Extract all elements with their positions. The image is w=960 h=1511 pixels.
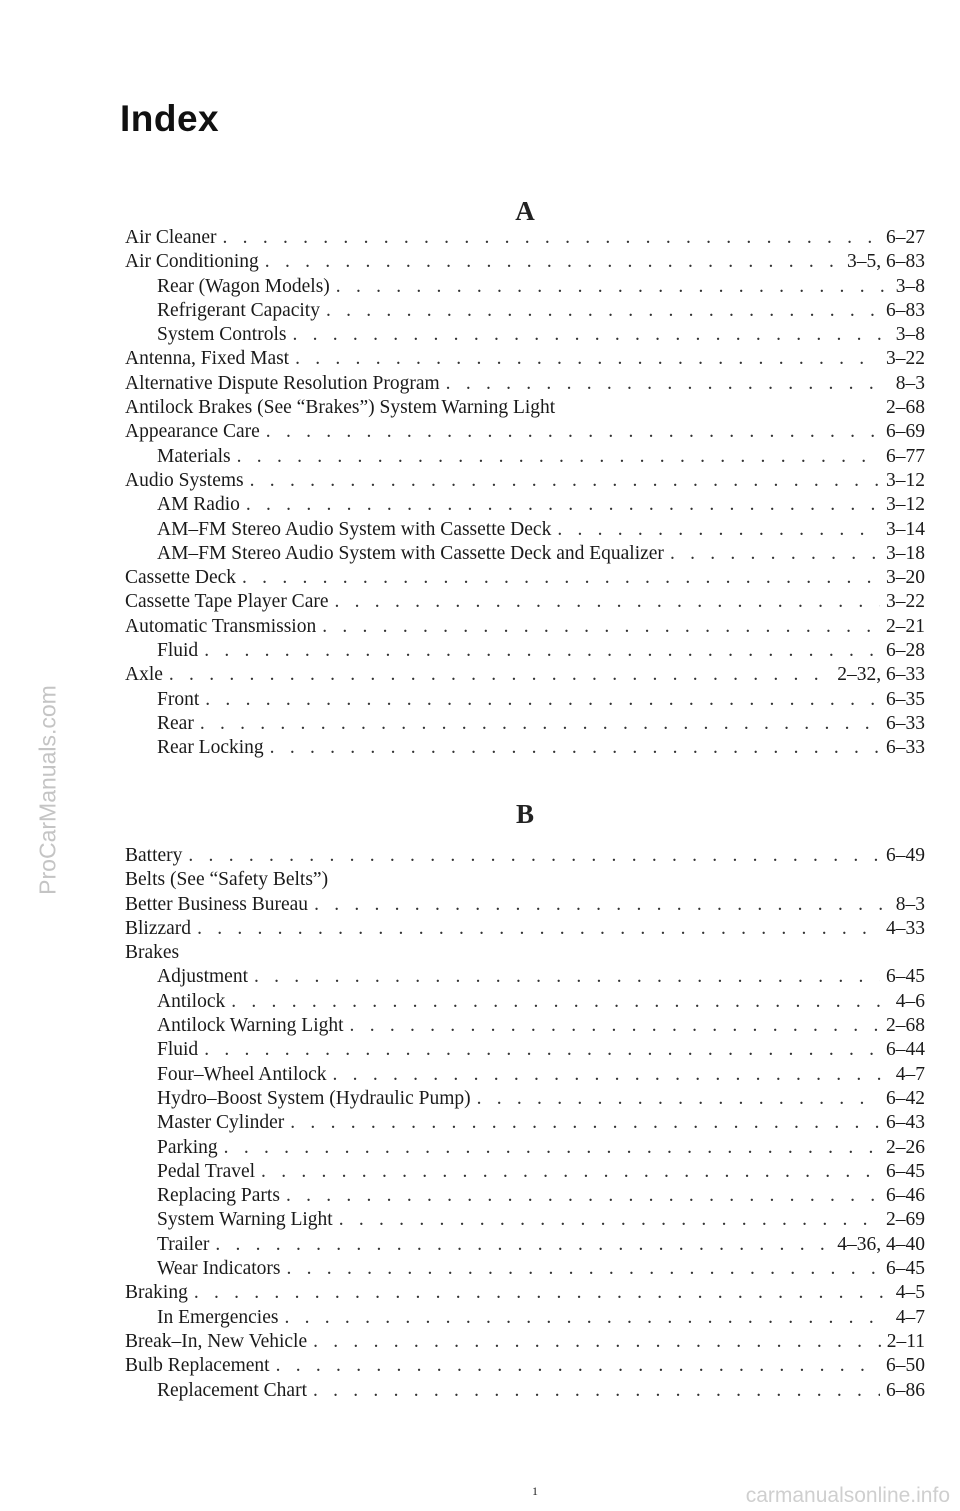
index-entry-label: Break–In, New Vehicle bbox=[125, 1330, 308, 1352]
index-section-b bbox=[125, 844, 925, 1403]
index-entry-label: Air Conditioning bbox=[125, 251, 259, 273]
index-entry-page: 6–35 bbox=[886, 688, 925, 710]
index-entry-page: 6–43 bbox=[886, 1112, 925, 1134]
index-entry-page: 8–3 bbox=[895, 372, 925, 394]
index-entry-page: 4–5 bbox=[895, 1282, 925, 1304]
dot-leader bbox=[250, 469, 880, 493]
index-entry-page: 6–77 bbox=[886, 445, 925, 467]
section-letter-b: B bbox=[515, 799, 534, 829]
dot-leader bbox=[290, 1111, 880, 1135]
index-entry-page: 3–5, 6–83 bbox=[847, 251, 925, 273]
dot-leader bbox=[287, 1257, 881, 1281]
index-entry-page: 3–20 bbox=[886, 567, 925, 589]
index-entry-label: Audio Systems bbox=[125, 469, 244, 491]
index-entry bbox=[125, 518, 925, 542]
index-entry bbox=[125, 688, 925, 712]
index-entry-page: 6–83 bbox=[886, 299, 925, 321]
index-entry bbox=[125, 372, 925, 396]
index-entry-label: Trailer bbox=[157, 1233, 210, 1255]
index-entry-label: Materials bbox=[157, 445, 231, 467]
index-entry-page: 6–45 bbox=[886, 1160, 925, 1182]
index-entry-label: Appearance Care bbox=[125, 421, 260, 443]
dot-leader bbox=[314, 893, 890, 917]
index-entry-label: Pedal Travel bbox=[157, 1160, 256, 1182]
dot-leader bbox=[335, 590, 881, 614]
index-entry-label: Rear Locking bbox=[157, 737, 264, 759]
dot-leader bbox=[224, 1136, 880, 1160]
index-entry bbox=[125, 226, 925, 250]
dot-leader bbox=[336, 275, 890, 299]
index-entry-page: 4–33 bbox=[886, 917, 925, 939]
index-entry-label: Replacing Parts bbox=[157, 1185, 280, 1207]
index-entry-page: 3–8 bbox=[895, 324, 925, 346]
index-entry-page: 6–28 bbox=[886, 640, 925, 662]
index-entry-page: 6–45 bbox=[886, 1258, 925, 1280]
index-entry-label: Front bbox=[157, 688, 200, 710]
index-entry bbox=[125, 990, 925, 1014]
index-entry-label: Refrigerant Capacity bbox=[157, 299, 320, 321]
page-title: Index bbox=[120, 98, 220, 139]
index-entry bbox=[125, 941, 925, 965]
dot-leader bbox=[446, 372, 890, 396]
index-entry-page: 2–21 bbox=[886, 615, 925, 637]
index-entry bbox=[125, 1379, 925, 1403]
index-entry-label: Fluid bbox=[157, 1039, 199, 1061]
bottom-watermark: carmanualsonline.info bbox=[745, 1484, 950, 1507]
index-entry bbox=[125, 712, 925, 736]
index-entry-label: Blizzard bbox=[125, 917, 192, 939]
index-entry-page: 6–46 bbox=[886, 1185, 925, 1207]
index-entry-label: Axle bbox=[125, 664, 163, 686]
dot-leader bbox=[231, 990, 890, 1014]
index-entry-page: 2–69 bbox=[886, 1209, 925, 1231]
index-entry-label: Air Cleaner bbox=[125, 227, 217, 248]
index-entry-label: Antilock bbox=[157, 990, 226, 1012]
dot-leader bbox=[254, 965, 880, 989]
index-entry-label: Fluid bbox=[157, 640, 199, 662]
index-entry bbox=[125, 420, 925, 444]
dot-leader bbox=[350, 1014, 880, 1038]
index-entry-page: 2–32, 6–33 bbox=[837, 664, 925, 686]
index-entry-page: 6–33 bbox=[886, 712, 925, 734]
dot-leader bbox=[276, 1354, 880, 1378]
index-entry-page: 6–27 bbox=[886, 227, 925, 248]
index-entry-page: 4–7 bbox=[895, 1063, 925, 1085]
index-entry-label: AM–FM Stereo Audio System with Cassette Deck bbox=[157, 518, 552, 540]
dot-leader bbox=[194, 1281, 890, 1305]
index-entry bbox=[125, 1208, 925, 1232]
index-entry bbox=[125, 1257, 925, 1281]
index-entry-page: 8–3 bbox=[895, 893, 925, 915]
index-entry-label: Battery bbox=[125, 845, 183, 866]
index-entry-label: Braking bbox=[125, 1282, 188, 1304]
index-entry bbox=[125, 639, 925, 663]
index-entry-label: Belts (See “Safety Belts”) bbox=[125, 869, 329, 891]
index-entry-page: 6–45 bbox=[886, 966, 925, 988]
index-entry bbox=[125, 566, 925, 590]
index-entry-label: Rear (Wagon Models) bbox=[157, 275, 330, 297]
index-entry-label: Wear Indicators bbox=[157, 1258, 281, 1280]
dot-leader bbox=[270, 736, 880, 760]
index-entry bbox=[125, 615, 925, 639]
index-entry bbox=[125, 1281, 925, 1305]
index-entry-page: 3–22 bbox=[886, 348, 925, 370]
index-entry-label: AM–FM Stereo Audio System with Cassette Deck and Equalizer bbox=[157, 542, 664, 564]
index-entry bbox=[125, 347, 925, 371]
index-entry-page: 6–86 bbox=[886, 1379, 925, 1401]
dot-leader bbox=[477, 1087, 880, 1111]
index-entry-label: In Emergencies bbox=[157, 1306, 279, 1328]
index-entry-page: 4–6 bbox=[895, 990, 925, 1012]
dot-leader bbox=[169, 663, 831, 687]
dot-leader bbox=[205, 688, 880, 712]
dot-leader bbox=[204, 639, 880, 663]
index-entry-label: System Controls bbox=[157, 324, 287, 346]
index-entry-page: 3–22 bbox=[886, 591, 925, 613]
index-entry-page: 6–44 bbox=[886, 1039, 925, 1061]
index-entry bbox=[125, 542, 925, 566]
index-entry-label: Antilock Brakes (See “Brakes”) System Warning Light bbox=[125, 397, 556, 419]
index-entry-label: Automatic Transmission bbox=[125, 615, 317, 637]
dot-leader bbox=[246, 493, 880, 517]
dot-leader bbox=[557, 518, 880, 542]
dot-leader bbox=[322, 615, 880, 639]
index-entry bbox=[125, 445, 925, 469]
dot-leader bbox=[313, 1330, 881, 1354]
index-entry-label: Antenna, Fixed Mast bbox=[125, 348, 290, 370]
dot-leader bbox=[200, 712, 880, 736]
dot-leader bbox=[237, 445, 880, 469]
index-entry bbox=[125, 1063, 925, 1087]
dot-leader bbox=[313, 1379, 880, 1403]
index-entry-page: 6–49 bbox=[886, 845, 925, 866]
side-watermark: ProCarManuals.com bbox=[34, 685, 61, 895]
index-entry bbox=[125, 736, 925, 760]
index-entry bbox=[125, 1330, 925, 1354]
dot-leader bbox=[670, 542, 880, 566]
dot-leader bbox=[295, 347, 880, 371]
index-entry-page: 6–33 bbox=[886, 737, 925, 759]
index-entry bbox=[125, 1233, 925, 1257]
index-entry-label: Cassette Deck bbox=[125, 567, 237, 589]
index-entry-page: 6–42 bbox=[886, 1087, 925, 1109]
index-entry bbox=[125, 275, 925, 299]
index-entry-label: Brakes bbox=[125, 942, 180, 964]
index-entry bbox=[125, 1306, 925, 1330]
index-entry bbox=[125, 893, 925, 917]
index-entry-page: 3–18 bbox=[886, 542, 925, 564]
index-entry-label: Four–Wheel Antilock bbox=[157, 1063, 327, 1085]
index-entry bbox=[125, 1184, 925, 1208]
index-entry bbox=[125, 1354, 925, 1378]
index-entry bbox=[125, 917, 925, 941]
dot-leader bbox=[339, 1208, 880, 1232]
index-entry bbox=[125, 250, 925, 274]
dot-leader bbox=[223, 226, 880, 250]
index-entry bbox=[125, 396, 925, 420]
dot-leader bbox=[197, 917, 880, 941]
index-entry-page: 2–68 bbox=[886, 397, 925, 419]
index-entry bbox=[125, 469, 925, 493]
index-entry bbox=[125, 663, 925, 687]
index-entry bbox=[125, 965, 925, 989]
dot-leader bbox=[215, 1233, 831, 1257]
index-entry-page: 2–11 bbox=[886, 1330, 925, 1352]
dot-leader bbox=[266, 420, 880, 444]
index-entry bbox=[125, 1160, 925, 1184]
index-entry-page: 6–50 bbox=[886, 1355, 925, 1377]
index-entry bbox=[125, 1014, 925, 1038]
index-entry-page: 2–68 bbox=[886, 1015, 925, 1037]
index-entry bbox=[125, 493, 925, 517]
index-entry-label: Parking bbox=[157, 1136, 218, 1158]
index-entry bbox=[125, 299, 925, 323]
index-entry-label: AM Radio bbox=[157, 494, 240, 516]
index-entry-label: Hydro–Boost System (Hydraulic Pump) bbox=[157, 1087, 471, 1109]
index-entry-page: 3–8 bbox=[895, 275, 925, 297]
index-entry-label: Cassette Tape Player Care bbox=[125, 591, 329, 613]
index-entry-page: 4–7 bbox=[895, 1306, 925, 1328]
index-entry-label: Master Cylinder bbox=[157, 1112, 285, 1134]
index-entry-page: 3–14 bbox=[886, 518, 925, 540]
dot-leader bbox=[242, 566, 880, 590]
index-entry bbox=[125, 323, 925, 347]
dot-leader bbox=[292, 323, 889, 347]
index-entry-label: Alternative Dispute Resolution Program bbox=[125, 372, 440, 394]
index-entry bbox=[125, 1111, 925, 1135]
index-entry-page: 4–36, 4–40 bbox=[837, 1233, 925, 1255]
index-entry-label: Replacement Chart bbox=[157, 1379, 307, 1401]
dot-leader bbox=[286, 1184, 880, 1208]
dot-leader bbox=[261, 1160, 880, 1184]
index-entry bbox=[125, 868, 925, 892]
dot-leader bbox=[326, 299, 880, 323]
dot-leader bbox=[333, 1063, 890, 1087]
index-entry-page: 3–12 bbox=[886, 494, 925, 516]
index-entry-label: Adjustment bbox=[157, 966, 248, 988]
index-entry bbox=[125, 844, 925, 868]
dot-leader bbox=[284, 1306, 889, 1330]
index-entry-label: Rear bbox=[157, 712, 194, 734]
dot-leader bbox=[204, 1038, 880, 1062]
section-letter-a: A bbox=[515, 196, 535, 226]
index-entry-page: 3–12 bbox=[886, 469, 925, 491]
dot-leader bbox=[188, 844, 880, 868]
dot-leader bbox=[265, 250, 841, 274]
index-entry bbox=[125, 1136, 925, 1160]
index-entry bbox=[125, 590, 925, 614]
index-entry-label: Better Business Bureau bbox=[125, 893, 309, 915]
index-entry bbox=[125, 1038, 925, 1062]
index-section-a bbox=[125, 226, 925, 761]
index-entry-label: Bulb Replacement bbox=[125, 1355, 270, 1377]
index-entry-label: Antilock Warning Light bbox=[157, 1015, 344, 1037]
index-entry-page: 2–26 bbox=[886, 1136, 925, 1158]
index-entry-label: System Warning Light bbox=[157, 1209, 333, 1231]
index-entry-page: 6–69 bbox=[886, 421, 925, 443]
page-number: 1 bbox=[532, 1484, 538, 1498]
index-entry bbox=[125, 1087, 925, 1111]
